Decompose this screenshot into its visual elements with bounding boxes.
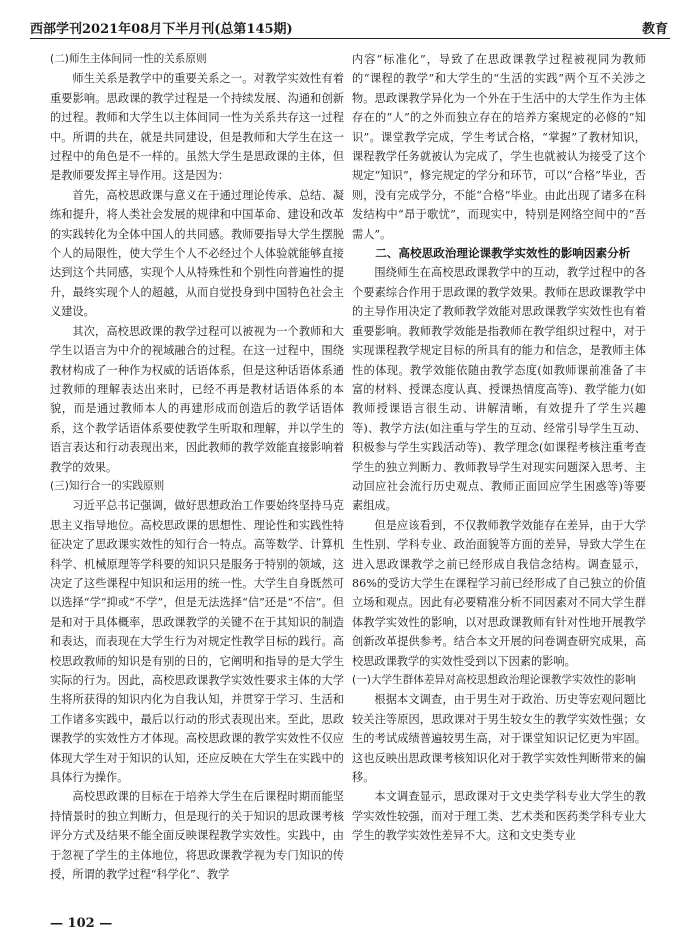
paragraph: 其次，高校思政课的教学过程可以被视为一个教师和大学生以语言为中介的视域融合的过程。在这一过程中，围绕教材构成了一种作为权威的话语体系，但是这种话语体系通过教师的理解表达出来时，已经不再是教材话语体系的本貌，而是通过教师本人的再建形成而创造后的教学话语体系，这个教学话语体系要使教学生听取和理解，并以学生的语言表达和行动表现出来，因此教师的教学效能直接影响着教学的效果。 (50, 324, 344, 474)
paragraph: 首先，高校思政课与意义在于通过理论传承、总结、凝练和提升，将人类社会发展的规律和中国革命、建设和改革的实践转化为全体中国人的共同感。教师要指导大学生摆脱个人的局限性，使大学生个人不必经过个人体验就能够直接达到这个共同感，实现个人从特殊性和个别性向普遍性的提升，最终实现个人的超越，从而自觉投身到中国特色社会主义建设。 (50, 188, 344, 319)
paragraph: 高校思政课的目标在于培养大学生在后课程时期而能坚持情景时的独立判断力，但是现行的关于知识的思政课考核评分方式及结果不能全面反映课程教学实效性。实践中，由于忽视了学生的主体地位，将思政课教学视为专门知识的传授，所谓的教学过程“科学化”、教学 (50, 790, 344, 882)
left-column (50, 50, 344, 910)
paragraph: 师生关系是教学中的重要关系之一。对教学实效性有着重要影响。思政课的教学过程是一个持续发展、沟通和创新的过程。教师和大学生以主体间同一性为关系共存这一过程中。所谓的共在，就是共同建设，但是教师和大学生在这一过程中的角色是不一样的。虽然大学生是思政课的主体，但是教师要发挥主导作用。这是因为： (50, 72, 344, 183)
paragraph: 围绕师生在高校思政课教学中的互动，教学过程中的各个要素综合作用于思政课的教学效果。教师在思政课教学中的主导作用决定了教师教学效能对思政课教学实效性也有着重要影响。教师教学效能是指教师在教学组织过程中，对于实现课程教学规定目标的所具有的能力和信念，是教师主体性的体现。教学效能依随由教学态度(如教师课前准备了丰富的材料、授课态度认真、授课热情度高等)、教学能力(如教师授课语言很生动、讲解清晰，有效提升了学生兴趣等)、教学方法(如注重与学生的互动、经常引导学生互动、积极参与学生实践活动等)、教学理念(如课程考核注重考查学生的独立判断力、教师教导学生对现实问题深入思考、主动回应社会流行历史观点、教师正面回应学生困惑等)等要素组成。 (352, 266, 646, 513)
right-column (352, 50, 646, 910)
subheading-group-difference: (一)大学生群体差异对高校思想政治理论课教学实效性的影响 (352, 674, 636, 686)
page-number: — 102 — (50, 916, 113, 931)
page-header (30, 16, 670, 39)
paragraph: 本文调查显示，思政课对于文史类学科专业大学生的教学实效性较强，而对于理工类、艺术类和医药类学科专业大学生的教学实效性差异不大。这和文史类专业 (352, 790, 646, 843)
subheading-teacher-student: (二)师生主体间同一性的关系原则 (50, 53, 207, 65)
subheading-knowledge-action: (三)知行合一的实践原则 (50, 479, 165, 492)
paragraph: 但是应该看到，不仅教师教学效能存在差异，由于大学生性别、学科专业、政治面貌等方面的差异，导致大学生在进入思政课教学之前已经形成自我信念结构。调查显示，86%的受访大学生在课程学习前已经形成了自己独立的价值立场和观点。因此有必要精准分析不同因素对不同大学生群体教学实效性的影响，以对思政课教师有针对性地开展教学创新改革提供参考。结合本文开展的问卷调查研究成果，高校思政课教学的实效性受到以下因素的影响。 (352, 518, 646, 668)
paragraph: 内容“标准化”，导致了在思政课教学过程被视同为教师的“课程的教学”和大学生的“生活的实践”两个互不关涉之物。思政课教学异化为一个外在于生活中的大学生作为主体存在的“人”的之外而独立存在的培养方案规定的必修的“知识”。课堂教学完成，学生考试合格，“掌握”了教材知识，课程教学任务就被认为完成了，学生也就被认为接受了这个规定“知识”，修完规定的学分和环节，可以“合格”毕业，否则，没有完成学分，不能“合格”毕业。由此出现了诸多在科发结构中“昂于歌忧”，而现实中，特别是网络空间中的“吾需人”。 (352, 53, 646, 241)
section-label: 教育 (641, 22, 668, 37)
section-heading: 二、高校思政治理论课教学实效性的影响因素分析 (375, 246, 631, 261)
paragraph: 根据本文调查，由于男生对于政治、历史等宏观问题比较关注等原因，思政课对于男生较女生的教学实效性强；女生的考试成绩普遍较男生高，对于课堂知识记忆更为牢固。这也反映出思政课考核知识化对于教学实效性判断带来的偏移。 (352, 693, 646, 785)
journal-masthead: 西部学刊2021年08月下半月刊(总第145期) (30, 22, 293, 37)
paragraph: 习近平总书记强调，做好思想政治工作要始终坚持马克思主义指导地位。高校思政课的思想性、理论性和实践性特征决定了思政课实效性的知行合一特点。高等数学、计算机科学、机械原理等学科要的知识只是服务于特别的领域，这决定了这些课程中知识和运用的统一性。大学生自身既然可以选择“学”抑或“不学”，但是无法选择“信”还是“不信”。但是和对于具体概率，思政课教学的关键不在于其知识的制造和表达，而表现在大学生行为对规定性教学目标的践行。高校思政教师的知识是有别的日的，它阐明和指导的是大学生实际的行为。因此，高校思政课教学实效性要求主体的大学生将所获得的知识内化为自我认知，并贯穿于学习、生活和工作诸多实践中，最后以行动的形式表现出来。至此，思政课教学的实效性方才体现。高校思政课的教学实效性不仅应体现大学生对于知识的认知，还应反映在大学生在实践中的具体行为操作。 (50, 499, 344, 785)
